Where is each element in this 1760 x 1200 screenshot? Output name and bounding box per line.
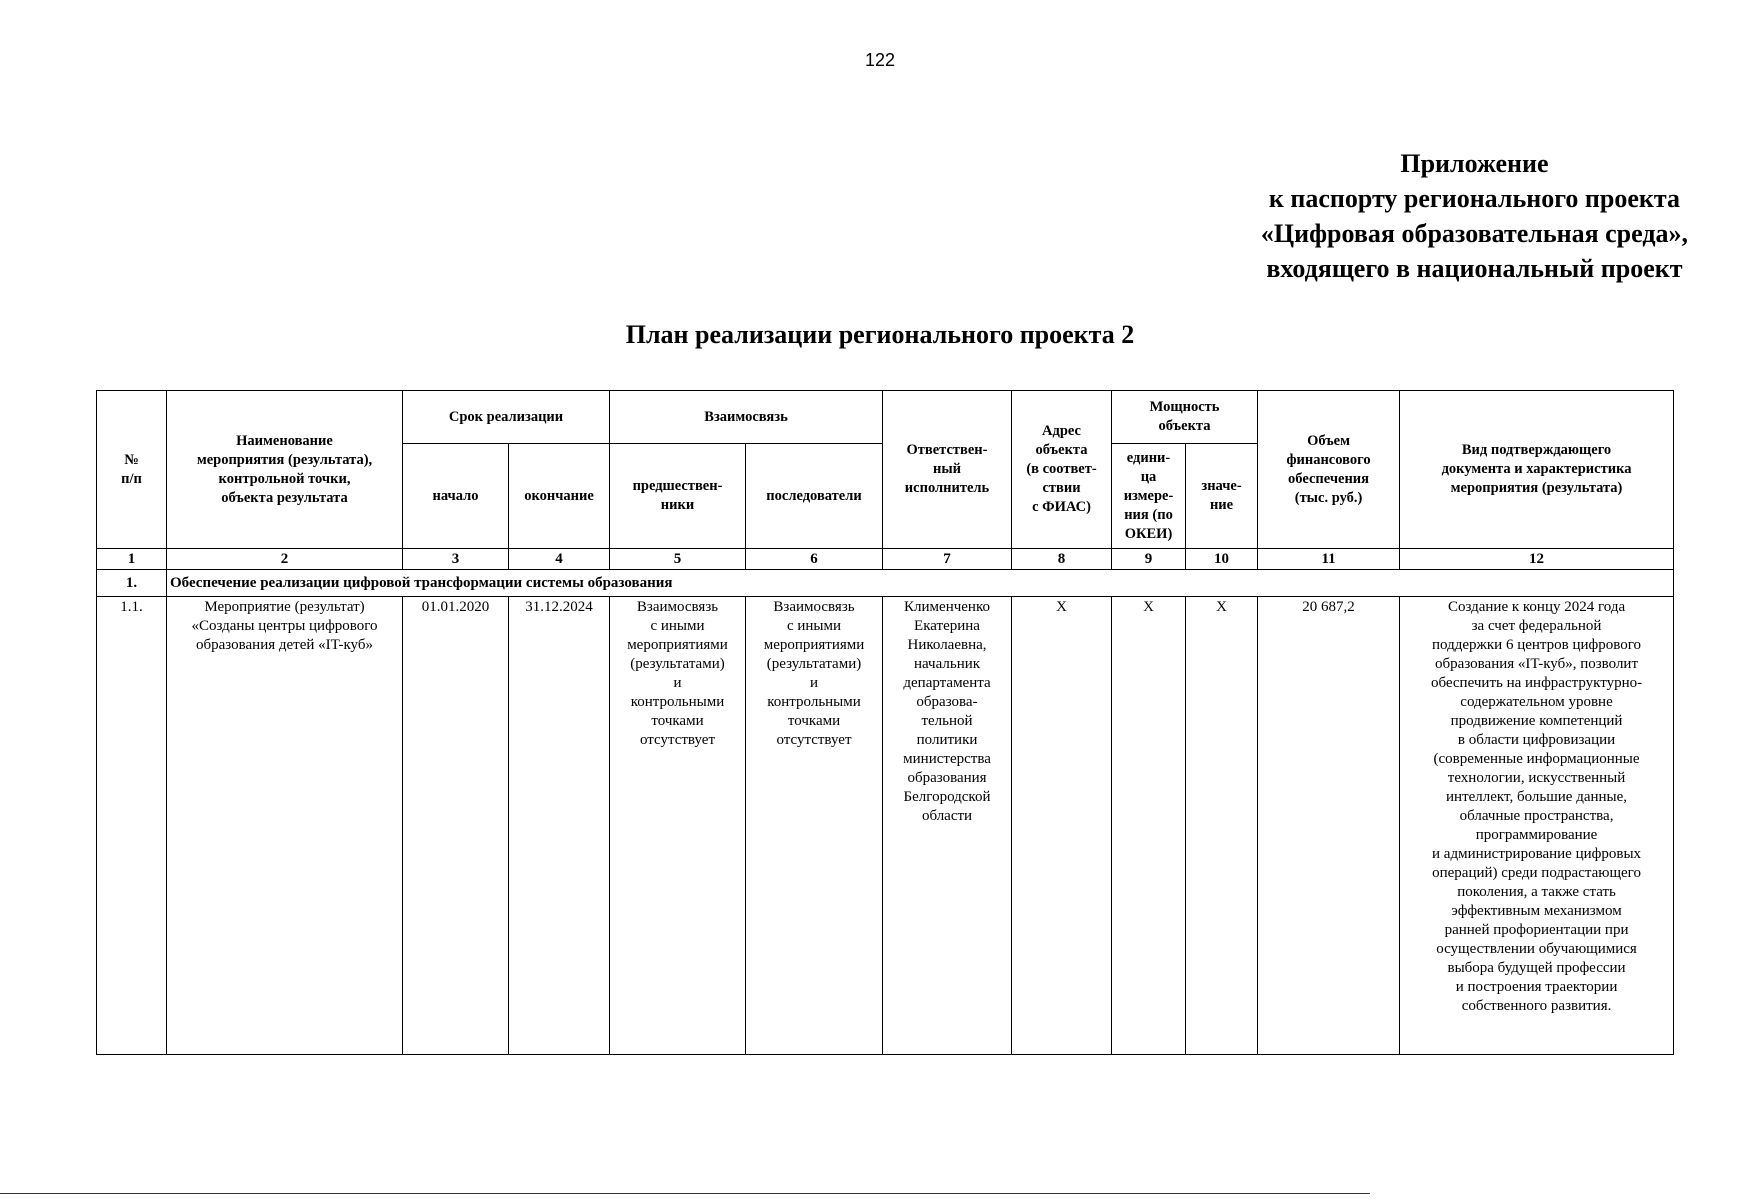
header-start: начало [403,444,509,549]
column-number: 4 [509,549,610,570]
appendix-line: входящего в национальный проект [1266,254,1683,283]
section-row [97,570,1674,597]
row-address: X [1012,597,1112,1055]
row-predecessors: Взаимосвязь с иными мероприятиями (результатами) и контрольными точками отсутствует [610,597,746,1055]
appendix-line: «Цифровая образовательная среда», [1260,219,1688,248]
column-number: 11 [1258,549,1400,570]
table-row [97,597,1674,1055]
column-number: 3 [403,549,509,570]
header-funding: Объем финансового обеспечения (тыс. руб.) [1258,391,1400,549]
column-number: 9 [1112,549,1186,570]
header-value: значе- ние [1186,444,1258,549]
row-document: Создание к концу 2024 года за счет федеральной поддержки 6 центров цифрового образования «IT-куб», позволит обеспечить на инфраструктурно- содержательном уровне продвижение компетенций в области цифровизации (современные информационные технологии, искусственный интеллект, большие данные, облачные пространства, программирование и администрирование цифровых операций) среди подрастающего поколения, а также стать эффективным механизмом ранней профориентации при осуществлении обучающимися выбора будущей профессии и построения траектории собственного развития. [1400,597,1674,1055]
bottom-rule [0,1193,1370,1194]
header-followers: последователи [746,444,883,549]
page-number: 122 [864,50,896,70]
row-name: Мероприятие (результат) «Созданы центры цифрового образования детей «IT-куб» [167,597,403,1055]
column-number: 5 [610,549,746,570]
column-number: 12 [1400,549,1674,570]
plan-title: План реализации регионального проекта 2 [625,320,1135,349]
header-num: № п/п [97,391,167,549]
column-number-row [97,549,1674,570]
row-start-date: 01.01.2020 [403,597,509,1055]
header-unit: едини- ца измере- ния (по ОКЕИ) [1112,444,1186,549]
header-end: окончание [509,444,610,549]
row-unit: X [1112,597,1186,1055]
header-capacity: Мощность объекта [1112,391,1258,444]
column-number: 8 [1012,549,1112,570]
appendix-line: к паспорту регионального проекта [1268,184,1680,213]
header-relation: Взаимосвязь [610,391,883,444]
column-number: 10 [1186,549,1258,570]
row-value: X [1186,597,1258,1055]
column-number: 1 [97,549,167,570]
plan-table [96,390,1674,1055]
row-end-date: 31.12.2024 [509,597,610,1055]
section-title: Обеспечение реализации цифровой трансформации системы образования [167,570,1674,597]
column-number: 2 [167,549,403,570]
section-number: 1. [97,570,167,597]
column-number: 7 [883,549,1012,570]
appendix-heading [1261,146,1688,286]
header-address: Адрес объекта (в соответ- ствии с ФИАС) [1012,391,1112,549]
row-followers: Взаимосвязь с иными мероприятиями (результатами) и контрольными точками отсутствует [746,597,883,1055]
column-number: 6 [746,549,883,570]
appendix-line: Приложение [1400,149,1549,178]
row-number: 1.1. [97,597,167,1055]
row-responsible: Клименченко Екатерина Николаевна, начальник департамента образова- тельной политики министерства образования Белгородской области [883,597,1012,1055]
header-row-top [97,391,1674,444]
header-responsible: Ответствен- ный исполнитель [883,391,1012,549]
header-document: Вид подтверждающего документа и характеристика мероприятия (результата) [1400,391,1674,549]
header-term: Срок реализации [403,391,610,444]
row-funding: 20 687,2 [1258,597,1400,1055]
header-predecessors: предшествен- ники [610,444,746,549]
header-name: Наименование мероприятия (результата), контрольной точки, объекта результата [167,391,403,549]
